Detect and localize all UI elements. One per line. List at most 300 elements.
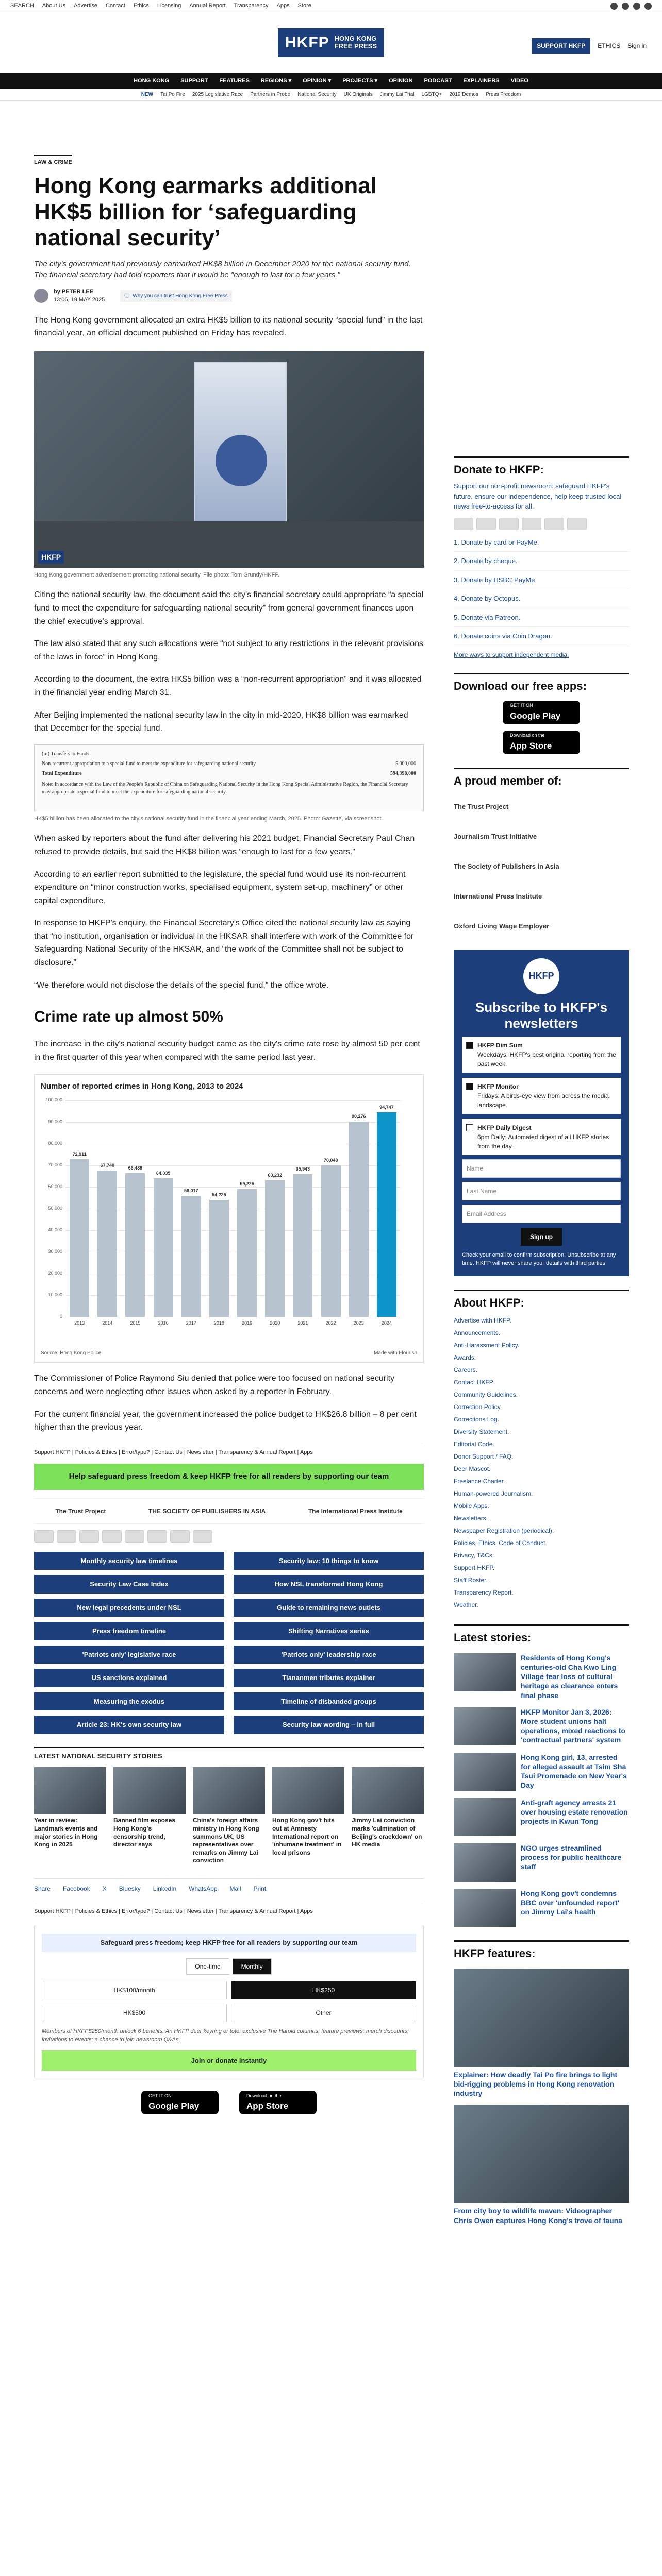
paragraph: Citing the national security law, the document said the city's financial secretary could appropriate “a special fund to meet the expenditure for safeguarding national security” from general government finances upon the chief executive's approval.: [34, 590, 424, 626]
facebook-icon[interactable]: [610, 3, 618, 10]
article-category[interactable]: LAW & CRIME: [34, 155, 72, 167]
advertise-link[interactable]: Advertise: [74, 3, 97, 9]
about-heading: About HKFP:: [454, 1290, 629, 1311]
google-play-button[interactable]: GET IT ON Google Play: [503, 701, 580, 724]
y-tick-label: 0: [59, 1314, 62, 1319]
social-icons: [610, 3, 652, 10]
name-field[interactable]: Name: [462, 1159, 621, 1178]
latest-thumb: [272, 1767, 344, 1814]
applepay-icon: [147, 1530, 167, 1543]
ipi-logo[interactable]: The International Press Institute: [308, 1507, 403, 1515]
logo-short: HKFP: [285, 34, 329, 51]
latest-card[interactable]: [113, 1767, 186, 1865]
x-tick-label: 2017: [186, 1320, 196, 1326]
donation-widget: [34, 1926, 424, 2078]
bar-2017[interactable]: [181, 1196, 201, 1317]
article-title: Hong Kong earmarks additional HK$5 billion for ‘safeguarding national security’: [34, 173, 377, 251]
sidebar: [454, 443, 629, 2225]
topic-nav: [0, 89, 662, 101]
article-photo[interactable]: [34, 351, 424, 568]
about-link[interactable]: About Us: [42, 3, 66, 9]
about-link[interactable]: Advertise with HKFP.: [454, 1316, 511, 1324]
payme-icon: [544, 518, 564, 530]
top-utility-bar: [0, 0, 662, 12]
latest-thumb: [113, 1767, 186, 1814]
share-bluesky[interactable]: Bluesky: [119, 1885, 141, 1892]
feature-thumb: [454, 2105, 629, 2203]
member-logo[interactable]: The Society of Publishers in Asia: [454, 862, 559, 870]
about-link[interactable]: Careers.: [454, 1366, 478, 1374]
story-title: Residents of Hong Kong's centuries-old Cha Kwo Ling Village fear loss of cultural heritage as clearance enters final phase: [521, 1653, 618, 1700]
newsletter-option[interactable]: HKFP Daily Digest 6pm Daily: Automated digest of all HKFP stories from the day.: [462, 1119, 621, 1155]
story-thumb: [454, 1889, 516, 1927]
story-title: Hong Kong girl, 13, arrested for alleged assault at Tsim Sha Tsui Promenade on New Year's Day: [521, 1753, 627, 1790]
latest-card[interactable]: [352, 1767, 424, 1865]
about-link[interactable]: Weather.: [454, 1601, 478, 1608]
tab-monthly[interactable]: Monthly: [233, 1958, 272, 1975]
about-link[interactable]: Freelance Charter.: [454, 1477, 505, 1485]
amount-option[interactable]: HK$250: [231, 1981, 416, 1999]
paragraph: The Hong Kong government allocated an extra HK$5 billion to its national security “special fund” in the last financial year, an official document published on Friday has revealed.: [34, 315, 423, 338]
bar-2021[interactable]: [293, 1174, 312, 1317]
story-title: NGO urges streamlined process for public healthcare staff: [521, 1843, 622, 1871]
sopa-logo[interactable]: THE SOCIETY OF PUBLISHERS IN ASIA: [148, 1507, 266, 1515]
y-tick-label: 20,000: [48, 1270, 62, 1276]
guide-pill[interactable]: How NSL transformed Hong Kong: [234, 1575, 424, 1594]
story-item[interactable]: [454, 1843, 629, 1882]
x-tick-label: 2015: [130, 1320, 141, 1326]
payment-icons: [34, 1530, 424, 1543]
paragraph: When asked by reporters about the fund after delivering his 2021 budget, Financial Secretary Paul Chan refused to provide details, but said the HK$8 billion was “enough to last for a few years.”: [34, 834, 415, 856]
x-tick-label: 2016: [158, 1320, 169, 1326]
bar-2019[interactable]: [237, 1189, 257, 1317]
paragraph: According to the document, the extra HK$5 billion was a “non-recurrent appropriation” and it was allocated in the financial year ending March 31.: [34, 675, 422, 698]
signup-button[interactable]: Sign up: [521, 1228, 562, 1246]
about-link[interactable]: Editorial Code.: [454, 1440, 494, 1448]
story-thumb: [454, 1707, 516, 1745]
story-item[interactable]: [454, 1889, 629, 1927]
nav-item[interactable]: OPINION ▾: [303, 77, 332, 84]
bar-2015[interactable]: [125, 1173, 145, 1317]
tab-one-time[interactable]: One-time: [186, 1958, 229, 1975]
story-title: HKFP Monitor Jan 3, 2026: More student unions halt operations, mixed reactions to 'contractual partners' system: [521, 1707, 626, 1744]
bar-value-label: 67,740: [100, 1162, 115, 1168]
about-link[interactable]: Diversity Statement.: [454, 1428, 509, 1435]
bar-2016[interactable]: [154, 1178, 173, 1317]
last-name-field[interactable]: Last Name: [462, 1182, 621, 1200]
mastercard-icon: [476, 518, 496, 530]
paragraph: The increase in the city's national security budget came as the city's crime rate rose by almost 50 per cent in the first quarter of this year when compared with the same period last year.: [34, 1040, 420, 1062]
main-nav: [0, 73, 662, 89]
y-tick-label: 90,000: [48, 1119, 62, 1125]
y-tick-label: 40,000: [48, 1227, 62, 1233]
site-logo[interactable]: [278, 28, 384, 57]
y-tick-label: 50,000: [48, 1206, 62, 1211]
chart-credit[interactable]: Made with Flourish: [374, 1350, 417, 1357]
donate-method[interactable]: 5. Donate via Patreon.: [454, 608, 629, 628]
bar-2024[interactable]: [377, 1112, 396, 1317]
instagram-icon[interactable]: [633, 3, 640, 10]
more-ways-link[interactable]: More ways to support independent media.: [454, 651, 569, 658]
mastercard-icon: [57, 1530, 76, 1543]
author-meta: [54, 287, 105, 304]
newsletter-box: [454, 950, 629, 1276]
bar-2013[interactable]: [70, 1159, 89, 1317]
guide-pill[interactable]: Monthly security law timelines: [34, 1552, 224, 1570]
about-link[interactable]: Staff Roster.: [454, 1576, 488, 1584]
x-tick-label: 2024: [381, 1320, 392, 1326]
y-tick-label: 80,000: [48, 1141, 62, 1146]
crime-chart: [34, 1074, 424, 1363]
about-link[interactable]: Newspaper Registration (periodical).: [454, 1527, 554, 1534]
latest-card[interactable]: [272, 1767, 344, 1865]
donate-intro[interactable]: Support our non-profit newsroom: safeguard HKFP's future, ensure our independence, help keep trusted local news free-to-access for all.: [454, 482, 622, 510]
guide-pill[interactable]: US sanctions explained: [34, 1669, 224, 1687]
doc-caption: HK$5 billion has been allocated to the city's national security fund in the financial year ending March, 2025. Photo: Gazette, via screenshot.: [34, 815, 383, 822]
payme-icon: [125, 1530, 144, 1543]
nav-item[interactable]: FEATURES: [219, 77, 250, 84]
guide-pill[interactable]: Article 23: HK's own security law: [34, 1716, 224, 1734]
checkbox[interactable]: [466, 1083, 473, 1090]
story-item[interactable]: [454, 1653, 629, 1700]
bar-2022[interactable]: [321, 1165, 341, 1317]
x-icon[interactable]: [622, 3, 629, 10]
share-x[interactable]: X: [102, 1885, 107, 1892]
story-thumb: [454, 1843, 516, 1882]
ethics-link[interactable]: Ethics: [133, 3, 149, 9]
gridline: [65, 1100, 401, 1101]
paragraph: For the current financial year, the government increased the police budget to HK$26.8 billion – 8 per cent higher than the previous year.: [34, 1410, 417, 1432]
story-thumb: [454, 1798, 516, 1836]
nav-item[interactable]: EXPLAINERS: [463, 77, 500, 84]
latest-title: Year in review: Landmark events and major stories in Hong Kong in 2025: [34, 1817, 98, 1849]
x-tick-label: 2023: [353, 1320, 364, 1326]
donation-note: Members of HKFP$250/month unlock 6 benefits: An HKFP deer keyring or tote; exclusive The Harold columns; feature previews; merch discounts; invitations to events; a chance to join newsroom Q&As.: [42, 2028, 409, 2043]
bar-value-label: 65,943: [295, 1166, 310, 1172]
bar-value-label: 94,747: [379, 1104, 394, 1110]
email-field[interactable]: Email Address: [462, 1205, 621, 1223]
app-store-button[interactable]: Download on the App Store: [239, 2091, 317, 2114]
about-link[interactable]: Support HKFP.: [454, 1564, 495, 1571]
feature-title: From city boy to wildlife maven: Videographer Chris Owen captures Hong Kong's trove of fauna: [454, 2207, 622, 2225]
author-avatar: [34, 289, 48, 303]
x-tick-label: 2014: [102, 1320, 113, 1326]
newsletter-note: Check your email to confirm subscription. Unsubscribe at any time. HKFP will never share your details with third parties.: [462, 1251, 616, 1267]
story-thumb: [454, 1753, 516, 1791]
topic-link[interactable]: Tai Po Fire: [160, 92, 185, 97]
licensing-link[interactable]: Licensing: [157, 3, 181, 9]
bar-value-label: 90,276: [351, 1114, 366, 1120]
y-tick-label: 60,000: [48, 1184, 62, 1190]
newsletter-option[interactable]: HKFP Monitor Fridays: A birds-eye view from across the media landscape.: [462, 1078, 621, 1114]
topic-link[interactable]: 2019 Demos: [449, 92, 478, 97]
about-link[interactable]: Anti-Harassment Policy.: [454, 1341, 520, 1349]
share-bar: [34, 1878, 424, 1893]
topic-link[interactable]: National Security: [297, 92, 337, 97]
about-link[interactable]: Announcements.: [454, 1329, 501, 1336]
feature-thumb: [454, 1969, 629, 2067]
byline: [34, 287, 424, 304]
trust-logos: [34, 1498, 424, 1524]
feature-title: Explainer: How deadly Tai Po fire brings to light bid-rigging problems in Hong Kong renovation industry: [454, 2070, 618, 2098]
topic-link[interactable]: UK Originals: [343, 92, 373, 97]
guide-pill[interactable]: Tiananmen tributes explainer: [234, 1669, 424, 1687]
article-dek: The city's government had previously earmarked HK$8 billion in December 2020 for the national security fund. The financial secretary had told reporters that it would be "enough to last for a few years.": [34, 259, 411, 279]
ethics-header-link[interactable]: ETHICS: [598, 42, 621, 49]
bar-value-label: 70,048: [323, 1158, 338, 1163]
photo-caption: Hong Kong government advertisement promoting national security. File photo: Tom Grundy/HKFP.: [34, 571, 280, 578]
google-play-button[interactable]: GET IT ON Google Play: [141, 2091, 219, 2114]
publish-date: 13:06, 19 MAY 2025: [54, 297, 105, 303]
topic-link[interactable]: LGBTQ+: [421, 92, 442, 97]
nav-item[interactable]: VIDEO: [510, 77, 528, 84]
donate-method[interactable]: 2. Donate by cheque.: [454, 552, 629, 571]
store-link[interactable]: Store: [297, 3, 311, 9]
doc-note: Note: In accordance with the Law of the People's Republic of China on Safeguarding National Security in the Hong Kong Special Administrative Region, the Financial Secretary may appropriate a special fund to meet the expenditure for safeguarding national security.: [42, 781, 408, 795]
member-logo[interactable]: International Press Institute: [454, 892, 542, 900]
apps-link[interactable]: Apps: [276, 3, 290, 9]
story-item[interactable]: [454, 1753, 629, 1791]
guide-pill[interactable]: Security law: 10 things to know: [234, 1552, 424, 1570]
about-link[interactable]: Policies, Ethics, Code of Conduct.: [454, 1539, 547, 1547]
support-banner[interactable]: Help safeguard press freedom & keep HKFP free for all readers by supporting our team: [34, 1464, 424, 1490]
about-link[interactable]: Awards.: [454, 1353, 476, 1361]
checkbox[interactable]: [466, 1042, 473, 1049]
donate-method[interactable]: 1. Donate by card or PayMe.: [454, 533, 629, 552]
bar-2018[interactable]: [209, 1200, 229, 1317]
contact-link[interactable]: Contact: [105, 3, 125, 9]
member-logos: [454, 796, 629, 937]
about-links: [454, 1314, 629, 1611]
donation-banner[interactable]: Safeguard press freedom; keep HKFP free for all readers by supporting our team: [42, 1934, 416, 1952]
guide-pill[interactable]: Shifting Narratives series: [234, 1622, 424, 1640]
paragraph: The Commissioner of Police Raymond Siu denied that police were too focused on national security concerns and were neglecting other issues when asked by a reporter in February.: [34, 1374, 395, 1397]
feature-card[interactable]: [454, 2105, 629, 2225]
latest-stories: [454, 1653, 629, 1927]
join-donate-button[interactable]: Join or donate instantly: [42, 2050, 416, 2071]
about-link[interactable]: Donor Support / FAQ.: [454, 1452, 514, 1460]
photo-floor: [34, 521, 424, 568]
paragraph: The law also stated that any such allocations were “not subject to any restrictions in the relevant provisions of the laws in force” in Hong Kong.: [34, 639, 424, 662]
feature-card[interactable]: [454, 1969, 629, 2098]
octopus-icon: [193, 1530, 212, 1543]
googlepay-icon: [170, 1530, 190, 1543]
share-mail[interactable]: Mail: [229, 1885, 241, 1892]
x-tick-label: 2019: [242, 1320, 253, 1326]
amount-option[interactable]: HK$100/month: [42, 1981, 227, 1999]
photo-watermark: HKFP: [38, 551, 64, 564]
article-main: [34, 155, 424, 2114]
signin-link[interactable]: Sign in: [627, 42, 647, 49]
guide-pill[interactable]: Security Law Case Index: [34, 1575, 224, 1594]
latest-title: China's foreign affairs ministry in Hong Kong summons UK, US representatives over remarks on Jimmy Lai conviction: [193, 1817, 259, 1865]
donate-method[interactable]: 6. Donate coins via Coin Dragon.: [454, 627, 629, 646]
guide-pill[interactable]: New legal precedents under NSL: [34, 1599, 224, 1617]
y-tick-label: 10,000: [48, 1292, 62, 1298]
guide-pill[interactable]: Press freedom timeline: [34, 1622, 224, 1640]
latest-stories-heading: Latest stories:: [454, 1624, 629, 1646]
about-link[interactable]: Contact HKFP.: [454, 1378, 494, 1386]
sidebar-app-buttons: [454, 701, 629, 754]
share-linkedin[interactable]: LinkedIn: [153, 1885, 177, 1892]
latest-thumb: [352, 1767, 424, 1814]
nav-item[interactable]: PROJECTS ▾: [342, 77, 378, 84]
youtube-icon[interactable]: [644, 3, 652, 10]
member-logo[interactable]: Oxford Living Wage Employer: [454, 922, 550, 930]
section-heading: Crime rate up almost 50%: [34, 1008, 223, 1026]
info-icon: ⓘ: [124, 293, 130, 299]
trust-link[interactable]: ⓘ Why you can trust Hong Kong Free Press: [120, 290, 232, 302]
donate-method[interactable]: 3. Donate by HSBC PayMe.: [454, 571, 629, 590]
nav-item[interactable]: HONG KONG: [134, 77, 170, 84]
about-link[interactable]: Correction Policy.: [454, 1403, 502, 1411]
x-tick-label: 2013: [74, 1320, 85, 1326]
app-store-button[interactable]: Download on the App Store: [503, 731, 580, 754]
amex-icon: [499, 518, 519, 530]
story-thumb: [454, 1653, 516, 1691]
donate-method[interactable]: 4. Donate by Octopus.: [454, 589, 629, 608]
latest-title: Hong Kong gov't hits out at Amnesty International report on 'inhumane treatment' in local prisons: [272, 1817, 342, 1856]
about-link[interactable]: Newsletters.: [454, 1514, 488, 1522]
guide-pill[interactable]: 'Patriots only' leadership race: [234, 1646, 424, 1664]
doc-heading: (iii) Transfers to Funds: [42, 751, 89, 757]
donation-amounts: [42, 1981, 416, 2022]
paragraph: According to an earlier report submitted to the legislature, the special fund would use its non-recurrent expenditure on “minor construction works, specialised equipment, system set-up, machinery” or other capital expenditure.: [34, 870, 406, 905]
latest-title: Jimmy Lai conviction marks 'culmination of Beijing's crackdown' on HK media: [352, 1817, 422, 1849]
apps-heading: Download our free apps:: [454, 673, 629, 694]
trust-project-logo[interactable]: The Trust Project: [55, 1507, 106, 1515]
story-item[interactable]: [454, 1798, 629, 1836]
gazette-screenshot: [34, 744, 424, 811]
about-link[interactable]: Human-powered Journalism.: [454, 1489, 533, 1497]
guide-pill[interactable]: Timeline of disbanded groups: [234, 1692, 424, 1711]
sidebar-payment-icons: [454, 518, 629, 530]
nav-item[interactable]: OPINION: [389, 77, 413, 84]
share-label: Share: [34, 1885, 51, 1892]
nav-item[interactable]: PODCAST: [424, 77, 452, 84]
doc-total-row: Total Expenditure 594,398,000: [42, 770, 416, 776]
latest-nsl-list: [34, 1767, 424, 1865]
latest-thumb: [193, 1767, 265, 1814]
latest-card[interactable]: [34, 1767, 106, 1865]
latest-title: Banned film exposes Hong Kong's censorship trend, director says: [113, 1817, 176, 1849]
topic-link[interactable]: Press Freedom: [485, 92, 521, 97]
annual-report-link[interactable]: Annual Report: [189, 3, 226, 9]
nsl-guides-grid: [34, 1552, 424, 1734]
bar-value-label: 56,017: [184, 1188, 198, 1194]
newsletter-heading: Subscribe to HKFP's newsletters: [475, 999, 608, 1031]
about-link[interactable]: Mobile Apps.: [454, 1502, 489, 1510]
donate-heading: Donate to HKFP:: [454, 456, 629, 478]
bar-value-label: 59,225: [240, 1181, 254, 1187]
header-actions: [532, 38, 647, 54]
guide-pill[interactable]: Guide to remaining news outlets: [234, 1599, 424, 1617]
bar-2014[interactable]: [97, 1171, 117, 1317]
guide-pill[interactable]: 'Patriots only' legislative race: [34, 1646, 224, 1664]
amex-icon: [79, 1530, 99, 1543]
support-links-line-2[interactable]: Support HKFP | Policies & Ethics | Error/typo? | Contact Us | Newsletter | Transparency & Annual Report | Apps: [34, 1903, 424, 1916]
support-hkfp-button[interactable]: SUPPORT HKFP: [532, 38, 590, 54]
bar-value-label: 72,911: [72, 1151, 87, 1157]
paypal-icon: [522, 518, 541, 530]
bar-2023[interactable]: [349, 1122, 369, 1317]
bar-value-label: 63,232: [268, 1172, 283, 1178]
share-facebook[interactable]: Facebook: [63, 1885, 90, 1892]
y-tick-label: 70,000: [48, 1162, 62, 1168]
amount-option[interactable]: Other: [231, 2004, 416, 2022]
y-tick-label: 30,000: [48, 1249, 62, 1255]
donation-tabs: [42, 1958, 416, 1975]
nav-item[interactable]: REGIONS ▾: [260, 77, 292, 84]
paragraph: After Beijing implemented the national security law in the city in mid-2020, HK$8 billion was earmarked that December for the special fund.: [34, 710, 408, 733]
about-link[interactable]: Corrections Log.: [454, 1415, 500, 1423]
x-tick-label: 2021: [297, 1320, 308, 1326]
newsletter-logo: HKFP: [523, 958, 559, 994]
support-links-line[interactable]: Support HKFP | Policies & Ethics | Error/typo? | Contact Us | Newsletter | Transparency & Annual Report | Apps: [34, 1444, 424, 1457]
proud-member-heading: A proud member of:: [454, 768, 629, 789]
about-link[interactable]: Community Guidelines.: [454, 1391, 518, 1398]
topic-link[interactable]: Jimmy Lai Trial: [379, 92, 415, 97]
chart-source[interactable]: Source: Hong Kong Police: [41, 1350, 102, 1357]
topic-link[interactable]: Partners in Probe: [250, 92, 291, 97]
newsletter-option[interactable]: HKFP Dim Sum Weekdays: HKFP's best original reporting from the past week.: [462, 1037, 621, 1073]
site-header: [0, 12, 662, 73]
member-logo[interactable]: The Trust Project: [454, 802, 509, 810]
new-label: NEW: [141, 92, 154, 97]
bar-2020[interactable]: [265, 1180, 285, 1317]
story-item[interactable]: [454, 1707, 629, 1745]
paypal-icon: [102, 1530, 122, 1543]
transparency-link[interactable]: Transparency: [234, 3, 269, 9]
search-link[interactable]: SEARCH: [10, 3, 34, 9]
x-tick-label: 2018: [213, 1320, 224, 1326]
checkbox[interactable]: [466, 1124, 473, 1131]
bar-value-label: 66,439: [128, 1165, 143, 1171]
author-name[interactable]: by PETER LEE: [54, 288, 94, 295]
member-logo[interactable]: Journalism Trust Initiative: [454, 832, 537, 840]
guide-pill[interactable]: Measuring the exodus: [34, 1692, 224, 1711]
app-store-buttons: [34, 2091, 424, 2114]
x-tick-label: 2022: [325, 1320, 336, 1326]
about-link[interactable]: Transparency Report.: [454, 1588, 514, 1596]
logo-text: HONG KONG FREE PRESS: [334, 34, 377, 50]
y-tick-label: 100,000: [45, 1097, 62, 1103]
topic-link[interactable]: 2025 Legislative Race: [192, 92, 243, 97]
visa-icon: [454, 518, 473, 530]
share-print[interactable]: Print: [253, 1885, 267, 1892]
about-link[interactable]: Privacy, T&Cs.: [454, 1551, 494, 1559]
doc-row: Non-recurrent appropriation to a special fund to meet the expenditure for safeguarding national security 5,000,000: [42, 760, 416, 767]
guide-pill[interactable]: Security law wording – in full: [234, 1716, 424, 1734]
amount-option[interactable]: HK$500: [42, 2004, 227, 2022]
x-tick-label: 2020: [270, 1320, 280, 1326]
latest-card[interactable]: [193, 1767, 265, 1865]
features-heading: HKFP features:: [454, 1940, 629, 1962]
share-whatsapp[interactable]: WhatsApp: [189, 1885, 218, 1892]
latest-thumb: [34, 1767, 106, 1814]
story-title: Hong Kong gov't condemns BBC over 'unfounded report' on Jimmy Lai's health: [521, 1889, 619, 1917]
story-title: Anti-graft agency arrests 21 over housing estate renovation projects in Kwun Tong: [521, 1798, 628, 1826]
latest-nsl-heading: LATEST NATIONAL SECURITY STORIES: [34, 1747, 424, 1761]
bar-value-label: 64,035: [156, 1171, 171, 1176]
octopus-icon: [567, 518, 587, 530]
about-link[interactable]: Deer Mascot.: [454, 1465, 491, 1472]
nav-item[interactable]: SUPPORT: [180, 77, 208, 84]
chart-title: Number of reported crimes in Hong Kong, 2013 to 2024: [41, 1082, 243, 1091]
visa-icon: [34, 1530, 54, 1543]
paragraph: In response to HKFP's enquiry, the Financial Secretary's Office cited the national security law as saying that “no institution, organisation or individual in the HKSAR shall interfere with work of the Committee for Safeguarding National Security of the HKSAR, and “the work of the Committee shall not be subject to disclosure.”: [34, 919, 414, 968]
donate-methods: [454, 533, 629, 646]
